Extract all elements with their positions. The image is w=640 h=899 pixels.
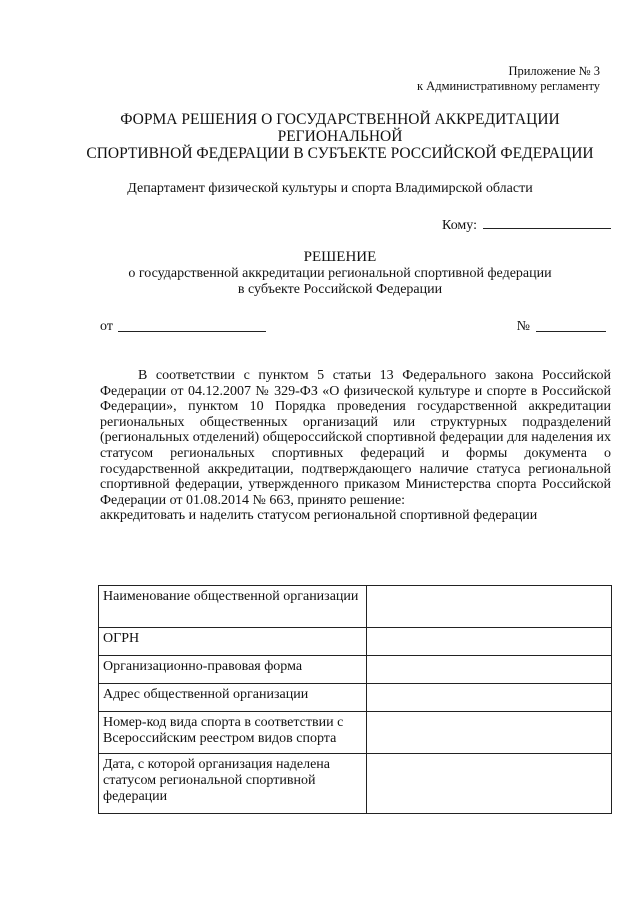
department-name: Департамент физической культуры и спорта Владимирской области [127, 181, 533, 196]
appendix-number: Приложение № 3 [508, 64, 600, 78]
decision-subtitle [60, 266, 620, 298]
table-row [99, 712, 612, 754]
table-row [99, 656, 612, 684]
organization-details-body [99, 586, 612, 814]
field-value[interactable] [367, 684, 612, 712]
table-row [99, 754, 612, 814]
recipient-label: Кому: [442, 218, 477, 233]
decision-subtitle-line-2: в субъекте Российской Федерации [237, 282, 443, 297]
field-value[interactable] [367, 628, 612, 656]
form-title-line-1: ФОРМА РЕШЕНИЯ О ГОСУДАРСТВЕННОЙ АККРЕДИТАЦИИ [120, 111, 560, 128]
number-blank-line [536, 331, 606, 332]
field-label: Номер-код вида спорта в соответствии с Всероссийским реестром видов спорта [99, 712, 367, 754]
field-value[interactable] [367, 586, 612, 628]
field-value[interactable] [367, 712, 612, 754]
field-label: ОГРН [99, 628, 367, 656]
recipient-field [442, 216, 611, 234]
decision-subtitle-line-1: о государственной аккредитации региональной спортивной федерации [128, 266, 552, 281]
date-label: от [100, 319, 113, 334]
appendix-note [340, 64, 600, 94]
recipient-blank-line [483, 216, 611, 229]
date-blank-line [118, 331, 266, 332]
legal-basis-paragraph: В соответствии с пунктом 5 статьи 13 Федерального закона Российской Федерации от 04.12.2007 № 329-ФЗ «О физической культуре и спорте в Российской Федерации», пунктом 10 Порядка проведения государственной аккредитации региональных общественных организаций или структурных подразделений (региональных отделений) общероссийской спортивной федерации для наделения их статусом региональных спортивных федераций и формы документа о государственной аккредитации, подтверждающего наличие статуса региональной спортивной федерации, утвержденного приказом Министерства спорта Российской Федерации от 01.08.2014 № 663, принято решение: [100, 368, 611, 508]
decision-title: РЕШЕНИЕ [303, 249, 377, 265]
table-row [99, 586, 612, 628]
form-title [60, 111, 620, 162]
number-label: № [516, 319, 530, 334]
form-title-line-2: РЕГИОНАЛЬНОЙ [277, 128, 403, 145]
field-label: Адрес общественной организации [99, 684, 367, 712]
field-value[interactable] [367, 656, 612, 684]
table-row [99, 628, 612, 656]
table-row [99, 684, 612, 712]
appendix-reference: к Административному регламенту [416, 79, 600, 93]
organization-details-table [98, 585, 612, 814]
form-title-line-3: СПОРТИВНОЙ ФЕДЕРАЦИИ В СУБЪЕКТЕ РОССИЙСКОЙ ФЕДЕРАЦИИ [86, 145, 594, 162]
field-label: Дата, с которой организация наделена статусом региональной спортивной федерации [99, 754, 367, 814]
decision-body [100, 368, 611, 524]
field-label: Наименование общественной организации [99, 586, 367, 628]
field-label: Организационно-правовая форма [99, 656, 367, 684]
field-value[interactable] [367, 754, 612, 814]
resolution-text: аккредитовать и наделить статусом региональной спортивной федерации [100, 508, 538, 524]
